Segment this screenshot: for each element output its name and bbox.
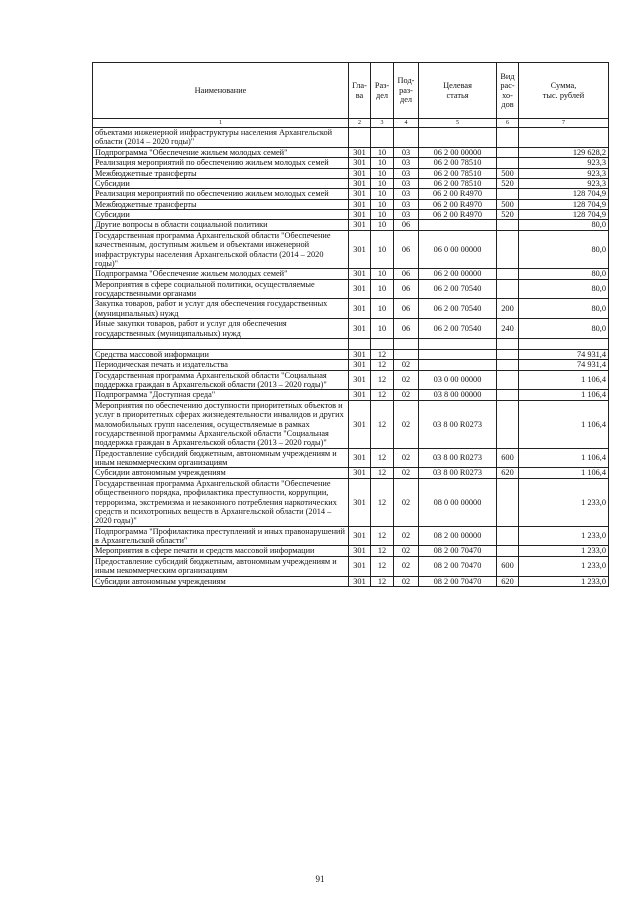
header-target: Целевая статья: [419, 63, 497, 119]
page-number: 91: [315, 874, 325, 884]
cell-expense-type: [497, 158, 519, 168]
cell-section: 12: [371, 576, 394, 586]
cell-chapter: 301: [349, 546, 371, 556]
cell-expense-type: [497, 478, 519, 526]
cell-name: Подпрограмма "Обеспечение жильем молодых семей": [93, 269, 349, 279]
cell-target: 06 2 00 00000: [419, 147, 497, 157]
cell-target: [419, 220, 497, 230]
cell-chapter: 301: [349, 448, 371, 468]
cell-target: 06 0 00 00000: [419, 230, 497, 269]
cell-name: Межбюджетные трансферты: [93, 199, 349, 209]
table-row: [93, 189, 609, 199]
cell-subsection: 03: [394, 178, 419, 188]
cell-target: 06 2 00 00000: [419, 269, 497, 279]
cell-subsection: 03: [394, 210, 419, 220]
table-row: [93, 390, 609, 400]
cell-expense-type: 500: [497, 168, 519, 178]
cell-chapter: 301: [349, 178, 371, 188]
table-row: [93, 210, 609, 220]
cell-chapter: 301: [349, 400, 371, 448]
cell-chapter: 301: [349, 147, 371, 157]
cell-target: 06 2 00 70540: [419, 279, 497, 299]
cell-name: Подпрограмма "Доступная среда": [93, 390, 349, 400]
cell-name: Межбюджетные трансферты: [93, 168, 349, 178]
cell-section: 12: [371, 468, 394, 478]
cell-amount: 80,0: [519, 269, 609, 279]
cell-section: 12: [371, 390, 394, 400]
cell-amount: 128 704,9: [519, 189, 609, 199]
cell-subsection: [394, 128, 419, 148]
cell-subsection: 03: [394, 147, 419, 157]
cell-subsection: [394, 349, 419, 359]
cell-section: 12: [371, 360, 394, 370]
table-row: [93, 178, 609, 188]
cell-amount: 80,0: [519, 319, 609, 339]
cell-target: 08 2 00 70470: [419, 546, 497, 556]
cell-amount: 923,3: [519, 158, 609, 168]
cell-name: Закупка товаров, работ и услуг для обеспечения государственных (муниципальных) нужд: [93, 299, 349, 319]
cell-amount: 80,0: [519, 299, 609, 319]
cell-amount: 923,3: [519, 178, 609, 188]
cell-chapter: 301: [349, 210, 371, 220]
cell-name: Мероприятия в сфере социальной политики, осуществляемые государственными органами: [93, 279, 349, 299]
cell-section: [371, 128, 394, 148]
table-body: [93, 128, 609, 587]
table-row: [93, 158, 609, 168]
cell-name: Периодическая печать и издательства: [93, 360, 349, 370]
header-section: Раз- дел: [371, 63, 394, 119]
cell-subsection: 03: [394, 168, 419, 178]
cell-name: Субсидии автономным учреждениям: [93, 468, 349, 478]
cell-section: 12: [371, 370, 394, 390]
table-row: [93, 448, 609, 468]
cell-expense-type: [497, 370, 519, 390]
cell-section: 12: [371, 400, 394, 448]
cell-expense-type: [497, 526, 519, 546]
table-row: [93, 468, 609, 478]
cell-target: 03 8 00 R0273: [419, 468, 497, 478]
cell-expense-type: [497, 269, 519, 279]
cell-expense-type: 600: [497, 556, 519, 576]
cell-name: Подпрограмма "Профилактика преступлений и иных правонарушений в Архангельской области": [93, 526, 349, 546]
cell-amount: 129 628,2: [519, 147, 609, 157]
cell-name: Мероприятия по обеспечению доступности приоритетных объектов и услуг в приоритетных сферах жизнедеятельности инвалидов и других маломобильных групп населения, осуществляемые в рамках государственной программы Архангельской области "Социальная поддержка граждан в Архангельской области (2013 – 2020 годы)": [93, 400, 349, 448]
cell-chapter: 301: [349, 390, 371, 400]
table-header-row: [93, 63, 609, 119]
cell-section: 10: [371, 299, 394, 319]
cell-target: 08 0 00 00000: [419, 478, 497, 526]
table-row: [93, 370, 609, 390]
table-row: [93, 199, 609, 209]
cell-subsection: 06: [394, 230, 419, 269]
cell-expense-type: [497, 147, 519, 157]
cell-subsection: 06: [394, 279, 419, 299]
cell-section: 12: [371, 526, 394, 546]
cell-expense-type: 520: [497, 210, 519, 220]
cell-amount: 1 233,0: [519, 576, 609, 586]
table-row: [93, 360, 609, 370]
table-row: [93, 269, 609, 279]
budget-table: [92, 62, 609, 587]
cell-chapter: 301: [349, 319, 371, 339]
cell-chapter: 301: [349, 158, 371, 168]
header-name: Наименование: [93, 63, 349, 119]
cell-target: 06 2 00 R4970: [419, 210, 497, 220]
column-number-row: [93, 119, 609, 128]
cell-section: 10: [371, 210, 394, 220]
cell-target: 06 2 00 R4970: [419, 199, 497, 209]
column-number: 5: [419, 119, 497, 128]
cell-expense-type: 600: [497, 448, 519, 468]
table-row: [93, 128, 609, 148]
table-row: [93, 220, 609, 230]
cell-amount: 1 106,4: [519, 448, 609, 468]
cell-chapter: 301: [349, 478, 371, 526]
column-number: 7: [519, 119, 609, 128]
cell-section: [371, 338, 394, 349]
cell-subsection: 02: [394, 478, 419, 526]
cell-amount: 1 233,0: [519, 526, 609, 546]
cell-name: Субсидии: [93, 210, 349, 220]
cell-expense-type: [497, 400, 519, 448]
table-row: [93, 546, 609, 556]
cell-name: Государственная программа Архангельской области "Социальная поддержка граждан в Архангельской области (2013 – 2020 годы)": [93, 370, 349, 390]
cell-section: 10: [371, 319, 394, 339]
column-number: 1: [93, 119, 349, 128]
header-amount: Сумма, тыс. рублей: [519, 63, 609, 119]
cell-section: 10: [371, 230, 394, 269]
cell-expense-type: 620: [497, 468, 519, 478]
cell-amount: 1 233,0: [519, 556, 609, 576]
cell-subsection: 02: [394, 526, 419, 546]
cell-section: 12: [371, 546, 394, 556]
table-row: [93, 576, 609, 586]
cell-expense-type: 620: [497, 576, 519, 586]
cell-name: Подпрограмма "Обеспечение жильем молодых семей": [93, 147, 349, 157]
cell-section: 10: [371, 269, 394, 279]
cell-chapter: 301: [349, 556, 371, 576]
cell-subsection: 02: [394, 576, 419, 586]
table-row: [93, 319, 609, 339]
cell-subsection: 02: [394, 556, 419, 576]
cell-chapter: 301: [349, 360, 371, 370]
cell-amount: 1 233,0: [519, 546, 609, 556]
cell-target: 03 8 00 00000: [419, 390, 497, 400]
cell-target: 06 2 00 78510: [419, 168, 497, 178]
cell-name: Государственная программа Архангельской области "Обеспечение общественного порядка, профилактика преступности, коррупции, терроризма, экстремизма и незаконного потребления наркотических средств и психотропных веществ в Архангельской области (2014 – 2020 годы)": [93, 478, 349, 526]
column-number: 4: [394, 119, 419, 128]
cell-section: 10: [371, 168, 394, 178]
cell-expense-type: [497, 189, 519, 199]
cell-subsection: 03: [394, 189, 419, 199]
cell-section: 12: [371, 349, 394, 359]
table-row: [93, 478, 609, 526]
table-row: [93, 230, 609, 269]
cell-expense-type: [497, 338, 519, 349]
cell-chapter: 301: [349, 576, 371, 586]
cell-expense-type: [497, 360, 519, 370]
header-subsection: Под- раз- дел: [394, 63, 419, 119]
table-row: [93, 349, 609, 359]
cell-target: 03 8 00 R0273: [419, 400, 497, 448]
cell-name: Реализация мероприятий по обеспечению жильем молодых семей: [93, 158, 349, 168]
cell-amount: [519, 338, 609, 349]
cell-chapter: 301: [349, 269, 371, 279]
column-number: 2: [349, 119, 371, 128]
column-number: 3: [371, 119, 394, 128]
cell-expense-type: [497, 546, 519, 556]
header-expense-type: Вид рас- хо- дов: [497, 63, 519, 119]
cell-target: 03 0 00 00000: [419, 370, 497, 390]
cell-section: 10: [371, 189, 394, 199]
cell-subsection: 02: [394, 468, 419, 478]
cell-section: 12: [371, 556, 394, 576]
cell-target: 08 2 00 00000: [419, 526, 497, 546]
header-chapter: Гла- ва: [349, 63, 371, 119]
cell-chapter: 301: [349, 199, 371, 209]
cell-name: Субсидии автономным учреждениям: [93, 576, 349, 586]
table-row: [93, 556, 609, 576]
table-row: [93, 299, 609, 319]
cell-amount: 1 106,4: [519, 468, 609, 478]
cell-name: Другие вопросы в области социальной политики: [93, 220, 349, 230]
cell-name: Мероприятия в сфере печати и средств массовой информации: [93, 546, 349, 556]
cell-target: 06 2 00 70540: [419, 319, 497, 339]
cell-name: [93, 338, 349, 349]
cell-amount: 80,0: [519, 220, 609, 230]
cell-amount: 74 931,4: [519, 349, 609, 359]
table-row: [93, 400, 609, 448]
cell-section: 10: [371, 220, 394, 230]
cell-subsection: 03: [394, 199, 419, 209]
cell-chapter: 301: [349, 230, 371, 269]
cell-chapter: 301: [349, 349, 371, 359]
cell-section: 12: [371, 448, 394, 468]
cell-target: 08 2 00 70470: [419, 556, 497, 576]
cell-subsection: [394, 338, 419, 349]
cell-amount: 80,0: [519, 279, 609, 299]
cell-section: 10: [371, 199, 394, 209]
cell-chapter: 301: [349, 526, 371, 546]
cell-expense-type: [497, 390, 519, 400]
table-row: [93, 168, 609, 178]
cell-section: 10: [371, 158, 394, 168]
cell-chapter: [349, 338, 371, 349]
cell-target: 03 8 00 R0273: [419, 448, 497, 468]
cell-target: 06 2 00 R4970: [419, 189, 497, 199]
cell-expense-type: [497, 279, 519, 299]
cell-chapter: 301: [349, 468, 371, 478]
cell-target: [419, 360, 497, 370]
cell-expense-type: [497, 128, 519, 148]
cell-subsection: 02: [394, 400, 419, 448]
cell-chapter: 301: [349, 279, 371, 299]
cell-expense-type: [497, 220, 519, 230]
table-row: [93, 279, 609, 299]
cell-subsection: 06: [394, 299, 419, 319]
cell-name: Субсидии: [93, 178, 349, 188]
cell-expense-type: 500: [497, 199, 519, 209]
cell-target: 06 2 00 70540: [419, 299, 497, 319]
cell-chapter: 301: [349, 299, 371, 319]
cell-section: 12: [371, 478, 394, 526]
cell-name: Средства массовой информации: [93, 349, 349, 359]
cell-target: 08 2 00 70470: [419, 576, 497, 586]
cell-expense-type: 240: [497, 319, 519, 339]
cell-expense-type: 200: [497, 299, 519, 319]
cell-expense-type: [497, 230, 519, 269]
table-row: [93, 147, 609, 157]
cell-subsection: 06: [394, 220, 419, 230]
cell-name: объектами инженерной инфраструктуры населения Архангельской области (2014 – 2020 годы)": [93, 128, 349, 148]
cell-subsection: 02: [394, 370, 419, 390]
table-row: [93, 338, 609, 349]
cell-chapter: 301: [349, 189, 371, 199]
cell-name: Предоставление субсидий бюджетным, автономным учреждениям и иным некоммерческим организациям: [93, 556, 349, 576]
cell-expense-type: 520: [497, 178, 519, 188]
cell-section: 10: [371, 178, 394, 188]
cell-subsection: 02: [394, 448, 419, 468]
cell-expense-type: [497, 349, 519, 359]
cell-name: Иные закупки товаров, работ и услуг для обеспечения государственных (муниципальных) нужд: [93, 319, 349, 339]
cell-amount: 1 106,4: [519, 370, 609, 390]
cell-amount: 1 233,0: [519, 478, 609, 526]
cell-amount: 923,3: [519, 168, 609, 178]
cell-chapter: 301: [349, 168, 371, 178]
cell-name: Реализация мероприятий по обеспечению жильем молодых семей: [93, 189, 349, 199]
cell-target: [419, 338, 497, 349]
cell-name: Государственная программа Архангельской области "Обеспечение качественным, доступным жильем и объектами инженерной инфраструктуры населения Архангельской области (2014 – 2020 годы)": [93, 230, 349, 269]
cell-amount: [519, 128, 609, 148]
cell-target: 06 2 00 78510: [419, 158, 497, 168]
cell-amount: 1 106,4: [519, 400, 609, 448]
cell-chapter: [349, 128, 371, 148]
cell-target: [419, 128, 497, 148]
cell-subsection: 03: [394, 158, 419, 168]
cell-amount: 74 931,4: [519, 360, 609, 370]
cell-amount: 128 704,9: [519, 199, 609, 209]
cell-chapter: 301: [349, 370, 371, 390]
cell-subsection: 06: [394, 319, 419, 339]
cell-amount: 1 106,4: [519, 390, 609, 400]
cell-subsection: 02: [394, 546, 419, 556]
cell-chapter: 301: [349, 220, 371, 230]
cell-subsection: 06: [394, 269, 419, 279]
cell-target: [419, 349, 497, 359]
cell-amount: 80,0: [519, 230, 609, 269]
cell-subsection: 02: [394, 390, 419, 400]
table-row: [93, 526, 609, 546]
cell-target: 06 2 00 78510: [419, 178, 497, 188]
cell-subsection: 02: [394, 360, 419, 370]
cell-section: 10: [371, 279, 394, 299]
cell-name: Предоставление субсидий бюджетным, автономным учреждениям и иным некоммерческим организациям: [93, 448, 349, 468]
cell-amount: 128 704,9: [519, 210, 609, 220]
cell-section: 10: [371, 147, 394, 157]
column-number: 6: [497, 119, 519, 128]
